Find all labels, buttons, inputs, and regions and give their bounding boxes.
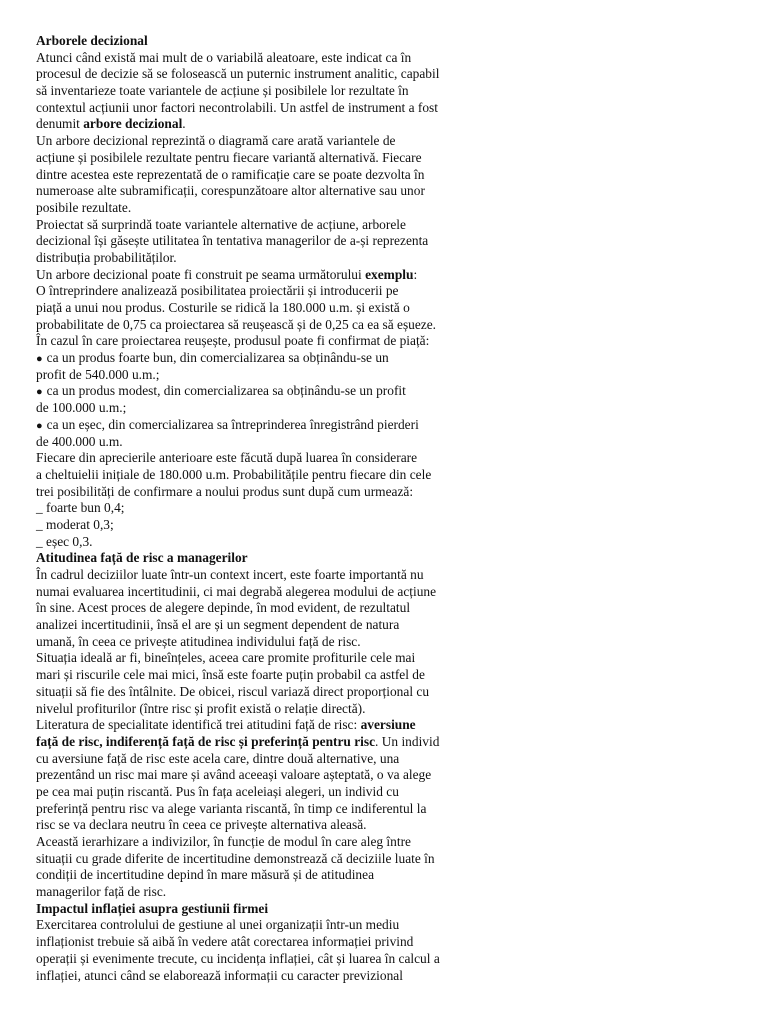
line-text: dintre acestea este reprezentată de o ramificație care se poate dezvolta în	[36, 166, 425, 182]
text-line	[36, 500, 516, 517]
line-text: În cadrul deciziilor luate într-un context incert, este foarte importantă nu	[36, 567, 424, 582]
line-text: Un arbore decizional poate fi construit pe seama următorului	[36, 266, 366, 282]
line-text: mari și riscurile cele mai mici, însă este foarte puțin probabil ca astfel de	[36, 667, 425, 683]
text-line	[36, 784, 516, 801]
text-line	[36, 951, 516, 968]
text-line	[36, 233, 516, 250]
line-text: nivelul profiturilor (între risc și profit există o relație directă).	[36, 700, 366, 716]
text-line	[36, 83, 516, 100]
line-text: contextul acțiunii unor factori necontrolabili. Un astfel de instrument a fost	[36, 99, 438, 115]
line-text: ca un produs modest, din comercializarea sa obținându-se un profit	[46, 383, 406, 399]
text-line	[36, 484, 516, 501]
text-line	[36, 917, 516, 934]
line-text: posibile rezultate.	[36, 199, 132, 215]
text-line	[36, 167, 516, 184]
line-text: umană, în ceea ce privește atitudinea individului față de risc.	[36, 633, 361, 649]
line-text: să inventarieze toate variantele de acțiune și posibilele lor rezultate în	[36, 83, 409, 99]
line-bold-text: Atitudinea față de risc a managerilor	[36, 550, 248, 566]
text-line	[36, 550, 516, 567]
bullet-icon	[36, 417, 47, 432]
line-bold-text: aversiune	[360, 717, 416, 733]
text-line	[36, 450, 516, 467]
text-line	[36, 33, 516, 50]
text-line	[36, 333, 516, 350]
line-text: piață a unui nou produs. Costurile se ridică la 180.000 u.m. și există o	[36, 300, 410, 315]
line-text: de 100.000 u.m.;	[36, 400, 127, 416]
text-line	[36, 667, 516, 684]
line-text: operații și evenimente trecute, cu incidența inflației, cât și luarea în calcul a	[36, 950, 440, 966]
line-text: preferință pentru risc va alege varianta riscantă, în timp ce indiferentul la	[36, 800, 427, 816]
text-line	[36, 650, 516, 667]
text-line	[36, 116, 516, 133]
text-line	[36, 851, 516, 868]
line-trailing-text: . Un individ	[375, 733, 440, 749]
text-line	[36, 50, 516, 67]
line-text: _ moderat 0,3;	[36, 516, 114, 532]
line-bold-text: exemplu	[365, 266, 414, 282]
line-text: _ foarte bun 0,4;	[36, 500, 125, 516]
bullet-icon	[36, 350, 47, 365]
text-line	[36, 517, 516, 534]
text-line	[36, 734, 516, 751]
line-text: denumit	[36, 116, 84, 132]
line-text: inflației, atunci când se elaborează informații cu caracter previzional	[36, 967, 403, 983]
text-line	[36, 934, 516, 951]
line-text: prezentând un risc mai mare și având aceeași valoare așteptată, o va alege	[36, 767, 432, 783]
text-line	[36, 617, 516, 634]
line-text: _ eșec 0,3.	[36, 533, 93, 549]
line-text: ca un produs foarte bun, din comercializarea sa obținându-se un	[46, 350, 389, 366]
line-text: condiții de incertitudine depind în mare măsură și de atitudinea	[36, 867, 375, 883]
text-line	[36, 417, 516, 434]
text-line	[36, 584, 516, 601]
line-text: decizional își găsește utilitatea în tentativa managerilor de a-și reprezenta	[36, 233, 429, 249]
line-text: de 400.000 u.m.	[36, 433, 123, 449]
text-line	[36, 383, 516, 400]
line-bold-text: Arborele decizional	[36, 33, 148, 48]
text-line	[36, 100, 516, 117]
text-line	[36, 283, 516, 300]
text-line	[36, 884, 516, 901]
text-line	[36, 434, 516, 451]
line-bold-text: față de risc, indiferență față de risc și preferință pentru risc	[36, 733, 376, 749]
line-text: În cazul în care proiectarea reușește, produsul poate fi confirmat de piață:	[36, 333, 430, 349]
text-line	[36, 350, 516, 367]
line-text: numeroase alte subramificații, corespunzătoare altor alternative sau unor	[36, 183, 425, 199]
text-line	[36, 467, 516, 484]
line-text: trei posibilități de confirmare a noului produs sunt după cum urmează:	[36, 483, 414, 499]
line-text: analizei incertitudinii, însă el are și un segment dependent de natura	[36, 617, 400, 633]
line-text: ca un eșec, din comercializarea sa întreprinderea înregistrând pierderi	[46, 416, 419, 432]
text-line	[36, 267, 516, 284]
line-text: Proiectat să surprindă toate variantele alternative de acțiune, arborele	[36, 216, 406, 232]
text-line	[36, 634, 516, 651]
line-trailing-text: :	[413, 266, 418, 282]
line-text: Literatura de specialitate identifică trei atitudini față de risc:	[36, 717, 361, 733]
text-line	[36, 250, 516, 267]
text-line	[36, 817, 516, 834]
text-line	[36, 567, 516, 584]
line-text: procesul de decizie să se folosească un puternic instrument analitic, capabil	[36, 66, 440, 82]
text-line	[36, 183, 516, 200]
line-text: distribuția probabilităților.	[36, 249, 177, 265]
text-line	[36, 867, 516, 884]
text-line	[36, 600, 516, 617]
text-line	[36, 801, 516, 818]
line-text: situații cu grade diferite de incertitudine demonstrează că deciziile luate în	[36, 850, 435, 866]
line-text: Această ierarhizare a indivizilor, în funcție de modul în care aleg între	[36, 834, 411, 849]
text-line	[36, 901, 516, 918]
line-text: inflaționist trebuie să aibă în vedere atât corectarea informației privind	[36, 934, 414, 950]
line-text: O întreprindere analizează posibilitatea proiectării și introducerii pe	[36, 283, 399, 299]
line-text: cu aversiune față de risc este acela care, dintre două alternative, una	[36, 750, 400, 766]
line-trailing-text: .	[182, 116, 186, 132]
text-line	[36, 150, 516, 167]
text-line	[36, 534, 516, 551]
line-bold-text: arbore decizional	[83, 116, 183, 132]
text-line	[36, 217, 516, 234]
line-text: pe cea mai puțin riscantă. Pus în fața aceleiași alegeri, un individ cu	[36, 783, 399, 799]
text-line	[36, 684, 516, 701]
line-bold-text: Impactul inflației asupra gestiunii firmei	[36, 900, 269, 916]
text-line	[36, 317, 516, 334]
text-line	[36, 968, 516, 985]
text-line	[36, 717, 516, 734]
text-line	[36, 767, 516, 784]
text-line	[36, 400, 516, 417]
line-text: Un arbore decizional reprezintă o diagramă care arată variantele de	[36, 133, 396, 149]
text-line	[36, 834, 516, 851]
line-text: risc se va declara neutru în ceea ce privește alternativa aleasă.	[36, 817, 367, 833]
line-text: acțiune și posibilele rezultate pentru fiecare variantă alternativă. Fiecare	[36, 149, 422, 165]
line-text: numai evaluarea incertitudinii, ci mai degrabă alegerea modului de acțiune	[36, 583, 437, 599]
line-text: profit de 540.000 u.m.;	[36, 366, 160, 382]
line-text: Situația ideală ar fi, bineînțeles, aceea care promite profiturile cele mai	[36, 650, 416, 666]
line-text: a cheltuielii inițiale de 180.000 u.m. Probabilitățile pentru fiecare din cele	[36, 466, 432, 482]
line-text: Fiecare din aprecierile anterioare este făcută după luarea în considerare	[36, 450, 418, 466]
text-line	[36, 367, 516, 384]
document-page	[36, 33, 516, 984]
bullet-icon	[36, 383, 47, 398]
line-text: managerilor față de risc.	[36, 884, 167, 900]
text-line	[36, 300, 516, 317]
text-line	[36, 133, 516, 150]
line-text: probabilitate de 0,75 ca proiectarea să reușească și de 0,25 ca ea să eșueze.	[36, 316, 437, 332]
text-line	[36, 701, 516, 718]
line-text: situații să fie des întâlnite. De obicei, riscul variază direct proporțional cu	[36, 683, 430, 699]
line-text: Exercitarea controlului de gestiune al unei organizații într-un mediu	[36, 917, 400, 933]
text-line	[36, 200, 516, 217]
text-line	[36, 751, 516, 768]
line-text: Atunci când există mai mult de o variabilă aleatoare, este indicat ca în	[36, 49, 412, 65]
line-text: în sine. Acest proces de alegere depinde, în mod evident, de rezultatul	[36, 600, 411, 616]
text-line	[36, 66, 516, 83]
